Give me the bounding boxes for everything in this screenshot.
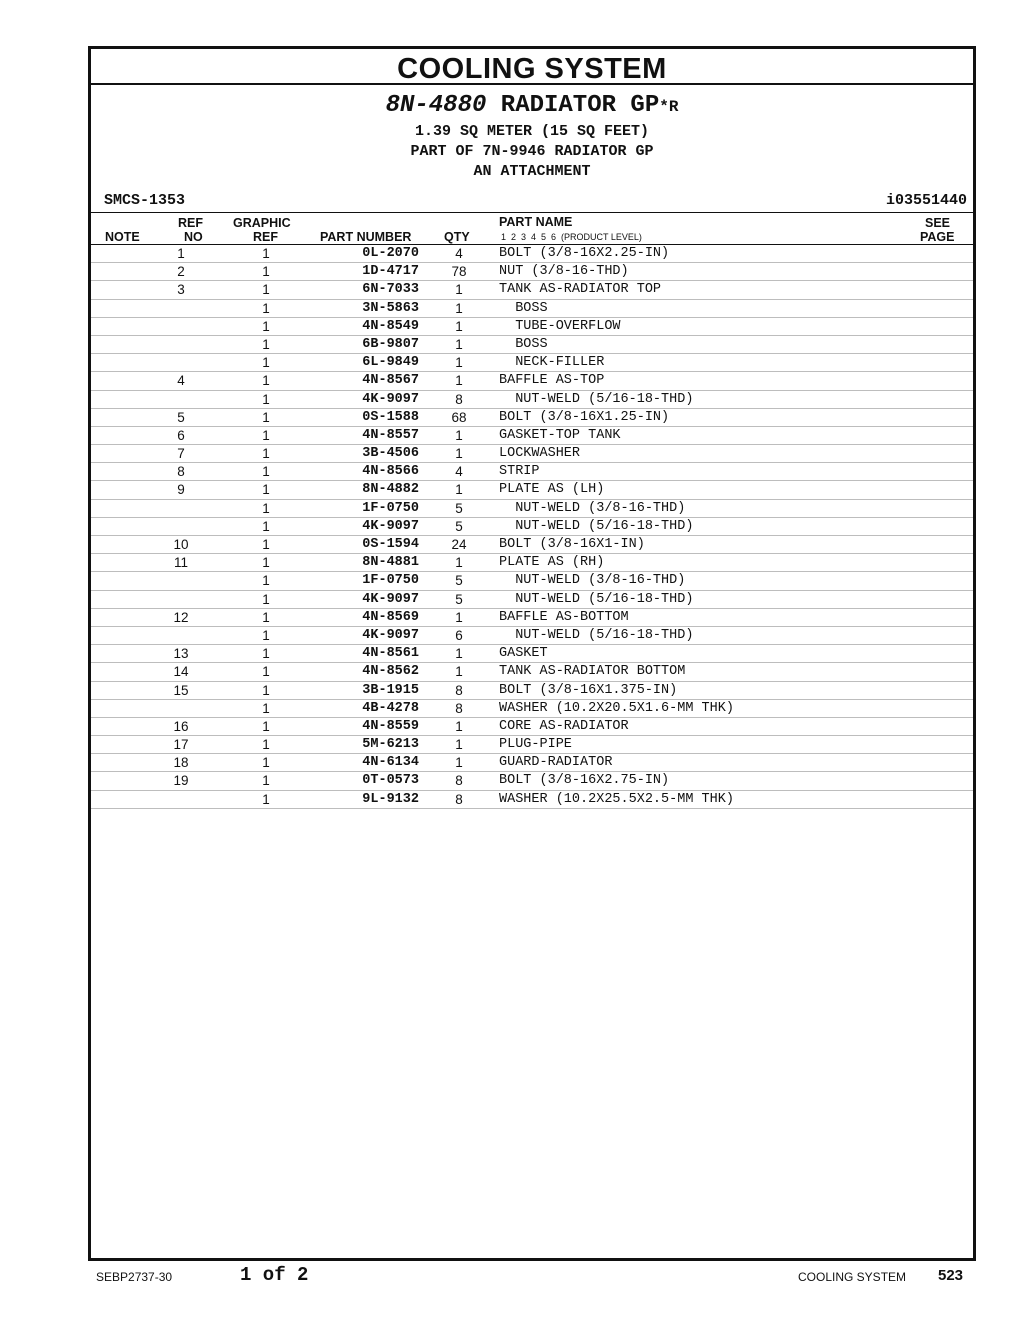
ref-no-cell: 11 — [173, 555, 188, 571]
col-ref-bottom: NO — [184, 230, 203, 244]
ref-no-cell: 10 — [173, 537, 189, 552]
qty-cell: 5 — [455, 591, 463, 607]
part-number-cell: 4N-8559 — [362, 718, 419, 734]
qty-cell: 78 — [451, 264, 467, 280]
ref-no-cell: 6 — [177, 427, 185, 443]
part-name-cell: TUBE-OVERFLOW — [499, 318, 621, 334]
qty-cell: 8 — [455, 700, 463, 716]
col-ref-top: REF — [178, 216, 203, 230]
part-number-cell: 4N-8557 — [362, 427, 419, 443]
part-name-cell: NUT-WELD (3/8-16-THD) — [499, 573, 686, 589]
part-name-cell: PLATE AS (RH) — [499, 555, 605, 571]
ref-no-cell: 19 — [173, 773, 189, 789]
qty-cell: 8 — [455, 391, 463, 407]
qty-cell: 1 — [455, 282, 463, 298]
table-row — [91, 718, 973, 736]
qty-cell: 4 — [455, 246, 463, 261]
ref-no-cell: 13 — [173, 646, 189, 662]
ref-no-cell: 12 — [173, 609, 189, 625]
part-number-cell: 5M-6213 — [362, 737, 419, 753]
qty-cell: 1 — [455, 555, 463, 571]
table-row — [91, 554, 973, 572]
graphic-ref-cell: 1 — [262, 664, 270, 680]
col-qty: QTY — [444, 230, 470, 244]
part-number-cell: 1F-0750 — [362, 500, 419, 516]
part-number-cell: 6L-9849 — [362, 355, 419, 371]
part-name-cell: PLUG-PIPE — [499, 737, 572, 753]
table-row — [91, 481, 973, 499]
table-row — [91, 409, 973, 427]
part-number-cell: 4K-9097 — [362, 391, 419, 407]
table-row — [91, 500, 973, 518]
table-row — [91, 609, 973, 627]
qty-cell: 8 — [455, 682, 463, 698]
qty-cell: 1 — [455, 755, 463, 771]
part-number-cell: 4N-6134 — [362, 755, 419, 771]
qty-cell: 5 — [455, 500, 463, 516]
graphic-ref-cell: 1 — [262, 409, 270, 425]
smcs-code: SMCS-1353 — [104, 192, 186, 209]
part-name-cell: NUT-WELD (5/16-18-THD) — [499, 591, 694, 607]
group-title — [91, 91, 973, 122]
table-row — [91, 427, 973, 445]
graphic-ref-cell: 1 — [262, 391, 270, 407]
part-name-cell: GASKET-TOP TANK — [499, 427, 621, 443]
ref-no-cell: 1 — [177, 246, 185, 261]
part-number-cell: 4K-9097 — [362, 591, 419, 607]
qty-cell: 1 — [455, 373, 463, 389]
table-row — [91, 463, 973, 481]
part-number-cell: 4N-8567 — [362, 373, 419, 389]
graphic-ref-cell: 1 — [262, 300, 270, 316]
part-name-cell: NUT-WELD (5/16-18-THD) — [499, 391, 694, 407]
part-number-cell: 0S-1594 — [362, 537, 419, 552]
graphic-ref-cell: 1 — [262, 336, 270, 352]
graphic-ref-cell: 1 — [262, 591, 270, 607]
qty-cell: 1 — [455, 609, 463, 625]
group-suffix: *R — [659, 98, 679, 116]
section-title: COOLING SYSTEM — [91, 49, 973, 85]
ref-no-cell: 3 — [177, 282, 185, 298]
graphic-ref-cell: 1 — [262, 355, 270, 371]
ref-no-cell: 4 — [177, 373, 185, 389]
smcs-row — [91, 188, 973, 213]
part-number-cell: 9L-9132 — [362, 791, 419, 807]
table-row — [91, 591, 973, 609]
qty-cell: 24 — [451, 537, 467, 552]
part-name-cell: BOLT (3/8-16X1.375-IN) — [499, 682, 678, 698]
footer-section: COOLING SYSTEM — [798, 1270, 907, 1284]
part-name-cell: BAFFLE AS-BOTTOM — [499, 609, 629, 625]
col-see-bottom: PAGE — [920, 230, 955, 244]
part-name-cell: NECK-FILLER — [499, 355, 605, 371]
ref-no-cell: 7 — [177, 446, 185, 462]
part-name-cell: BOLT (3/8-16X1.25-IN) — [499, 409, 670, 425]
ref-no-cell: 18 — [173, 755, 189, 771]
col-part-name: PART NAME — [499, 215, 573, 229]
qty-cell: 68 — [451, 409, 467, 425]
part-name-cell: TANK AS-RADIATOR BOTTOM — [499, 664, 686, 680]
table-row — [91, 536, 973, 554]
part-name-cell: BOSS — [499, 336, 548, 352]
part-name-cell: GUARD-RADIATOR — [499, 755, 613, 771]
part-number-cell: 4N-8566 — [362, 464, 419, 480]
part-number-cell: 1F-0750 — [362, 573, 419, 589]
qty-cell: 1 — [455, 664, 463, 680]
table-row — [91, 281, 973, 299]
ref-no-cell: 15 — [173, 682, 189, 698]
table-row — [91, 645, 973, 663]
graphic-ref-cell: 1 — [262, 464, 270, 480]
part-number-cell: 4N-8569 — [362, 609, 419, 625]
part-number-cell: 0L-2070 — [362, 246, 419, 261]
qty-cell: 5 — [455, 518, 463, 534]
graphic-ref-cell: 1 — [262, 609, 270, 625]
part-name-cell: NUT-WELD (3/8-16-THD) — [499, 500, 686, 516]
ref-no-cell: 5 — [177, 409, 185, 425]
graphic-ref-cell: 1 — [262, 446, 270, 462]
part-name-cell: LOCKWASHER — [499, 446, 581, 462]
part-number-cell: 6B-9807 — [362, 336, 419, 352]
qty-cell: 1 — [455, 427, 463, 443]
table-row — [91, 736, 973, 754]
part-name-cell: NUT-WELD (5/16-18-THD) — [499, 627, 694, 643]
graphic-ref-cell: 1 — [262, 682, 270, 698]
part-number-cell: 8N-4882 — [362, 482, 419, 498]
qty-cell: 8 — [455, 773, 463, 789]
col-note: NOTE — [105, 230, 140, 244]
graphic-ref-cell: 1 — [262, 427, 270, 443]
ref-no-cell: 14 — [173, 664, 189, 680]
group-part-number: 8N-4880 — [385, 92, 487, 119]
part-name-cell: WASHER (10.2X25.5X2.5-MM THK) — [499, 791, 734, 807]
qty-cell: 1 — [455, 718, 463, 734]
qty-cell: 1 — [455, 646, 463, 662]
part-number-cell: 4K-9097 — [362, 518, 419, 534]
table-row — [91, 245, 973, 263]
graphic-ref-cell: 1 — [262, 373, 270, 389]
graphic-ref-cell: 1 — [262, 755, 270, 771]
part-name-cell: NUT-WELD (5/16-18-THD) — [499, 518, 694, 534]
table-row — [91, 682, 973, 700]
group-name: RADIATOR GP — [500, 92, 660, 119]
qty-cell: 8 — [455, 791, 463, 807]
part-number-cell: 4K-9097 — [362, 627, 419, 643]
graphic-ref-cell: 1 — [262, 518, 270, 534]
part-number-cell: 0S-1588 — [362, 409, 419, 425]
graphic-ref-cell: 1 — [262, 773, 270, 789]
part-name-cell: WASHER (10.2X20.5X1.6-MM THK) — [499, 700, 734, 716]
qty-cell: 6 — [455, 627, 463, 643]
part-number-cell: 3N-5863 — [362, 300, 419, 316]
page-footer — [0, 1264, 1020, 1288]
part-number-cell: 8N-4881 — [362, 555, 419, 571]
illustration-id: i03551440 — [885, 192, 967, 209]
part-name-cell: PLATE AS (LH) — [499, 482, 605, 498]
qty-cell: 1 — [455, 355, 463, 371]
graphic-ref-cell: 1 — [262, 791, 270, 807]
table-row — [91, 263, 973, 281]
part-name-cell: NUT (3/8-16-THD) — [499, 264, 629, 280]
group-header — [91, 85, 973, 182]
column-headers — [91, 213, 973, 245]
graphic-ref-cell: 1 — [262, 482, 270, 498]
qty-cell: 4 — [455, 464, 463, 480]
ref-no-cell: 17 — [173, 737, 189, 753]
table-row — [91, 318, 973, 336]
part-name-cell: TANK AS-RADIATOR TOP — [499, 282, 662, 298]
table-row — [91, 518, 973, 536]
part-number-cell: 1D-4717 — [362, 264, 419, 280]
group-line-size: 1.39 SQ METER (15 SQ FEET) — [414, 123, 650, 140]
part-number-cell: 4N-8561 — [362, 646, 419, 662]
graphic-ref-cell: 1 — [262, 264, 270, 280]
footer-page-of: 1 of 2 — [240, 1264, 309, 1286]
table-row — [91, 372, 973, 390]
table-row — [91, 663, 973, 681]
col-graphic-top: GRAPHIC — [233, 216, 291, 230]
ref-no-cell: 8 — [177, 464, 185, 480]
qty-cell: 1 — [455, 300, 463, 316]
parts-table — [91, 245, 973, 809]
ref-no-cell: 16 — [173, 718, 189, 734]
part-number-cell: 4N-8562 — [362, 664, 419, 680]
graphic-ref-cell: 1 — [262, 646, 270, 662]
table-row — [91, 445, 973, 463]
graphic-ref-cell: 1 — [262, 282, 270, 298]
parts-page-frame — [88, 46, 976, 1261]
part-name-cell: GASKET — [499, 646, 548, 662]
table-row — [91, 700, 973, 718]
group-line-parent: PART OF 7N-9946 RADIATOR GP — [410, 143, 654, 160]
part-number-cell: 3B-1915 — [362, 682, 419, 698]
graphic-ref-cell: 1 — [262, 573, 270, 589]
group-line-attachment: AN ATTACHMENT — [473, 163, 591, 180]
col-part-number: PART NUMBER — [320, 230, 412, 244]
part-number-cell: 6N-7033 — [362, 282, 419, 298]
ref-no-cell: 9 — [177, 482, 185, 498]
part-name-cell: BOSS — [499, 300, 548, 316]
part-number-cell: 4N-8549 — [362, 318, 419, 334]
col-see-top: SEE — [925, 216, 951, 230]
col-graphic-bottom: REF — [253, 230, 278, 244]
graphic-ref-cell: 1 — [262, 318, 270, 334]
part-number-cell: 0T-0573 — [362, 773, 419, 789]
ref-no-cell: 2 — [177, 264, 185, 280]
graphic-ref-cell: 1 — [262, 700, 270, 716]
qty-cell: 1 — [455, 737, 463, 753]
graphic-ref-cell: 1 — [262, 718, 270, 734]
part-name-cell: STRIP — [499, 464, 540, 480]
footer-page-number: 523 — [938, 1267, 964, 1284]
footer-doc-number: SEBP2737-30 — [96, 1270, 173, 1284]
qty-cell: 1 — [455, 318, 463, 334]
graphic-ref-cell: 1 — [262, 246, 270, 261]
table-row — [91, 572, 973, 590]
table-row — [91, 772, 973, 790]
col-product-levels: 1 2 3 4 5 6 (PRODUCT LEVEL) — [501, 232, 642, 242]
graphic-ref-cell: 1 — [262, 627, 270, 643]
part-name-cell: BOLT (3/8-16X1-IN) — [499, 537, 645, 552]
part-number-cell: 4B-4278 — [362, 700, 419, 716]
part-name-cell: BAFFLE AS-TOP — [499, 373, 605, 389]
part-number-cell: 3B-4506 — [362, 446, 419, 462]
qty-cell: 1 — [455, 446, 463, 462]
table-row — [91, 354, 973, 372]
graphic-ref-cell: 1 — [262, 500, 270, 516]
qty-cell: 1 — [455, 336, 463, 352]
table-row — [91, 754, 973, 772]
part-name-cell: BOLT (3/8-16X2.75-IN) — [499, 773, 670, 789]
qty-cell: 1 — [455, 482, 463, 498]
graphic-ref-cell: 1 — [262, 555, 270, 571]
qty-cell: 5 — [455, 573, 463, 589]
table-row — [91, 391, 973, 409]
table-row — [91, 336, 973, 354]
table-row — [91, 791, 973, 809]
part-name-cell: BOLT (3/8-16X2.25-IN) — [499, 246, 670, 261]
graphic-ref-cell: 1 — [262, 537, 270, 552]
part-name-cell: CORE AS-RADIATOR — [499, 718, 629, 734]
table-row — [91, 627, 973, 645]
graphic-ref-cell: 1 — [262, 737, 270, 753]
table-row — [91, 300, 973, 318]
